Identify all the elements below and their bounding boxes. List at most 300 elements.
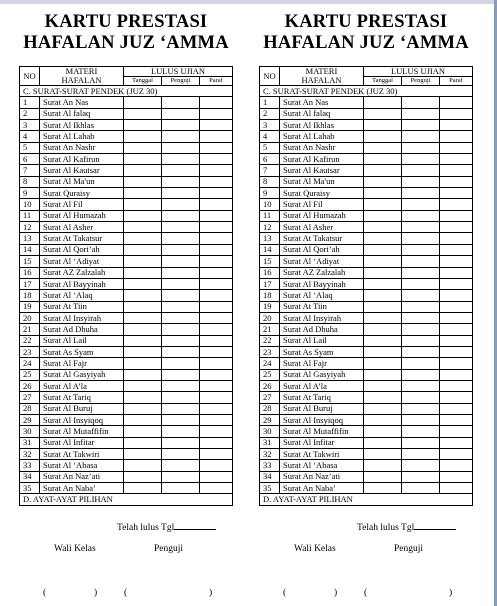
row-tanggal-cell bbox=[124, 244, 162, 255]
row-tanggal-cell bbox=[364, 290, 402, 301]
section-c-row bbox=[260, 86, 473, 97]
row-number: 8 bbox=[260, 176, 280, 187]
row-penguji-cell bbox=[162, 165, 200, 176]
row-paraf-cell bbox=[440, 154, 473, 165]
row-penguji-cell bbox=[402, 154, 440, 165]
row-penguji-cell bbox=[162, 210, 200, 221]
row-tanggal-cell bbox=[124, 380, 162, 391]
table-row bbox=[20, 233, 233, 244]
row-tanggal-cell bbox=[364, 483, 402, 494]
row-paraf-cell bbox=[200, 324, 233, 335]
row-tanggal-cell bbox=[364, 233, 402, 244]
table-row bbox=[20, 358, 233, 369]
table-row bbox=[20, 165, 233, 176]
row-penguji-cell bbox=[162, 335, 200, 346]
table-row bbox=[20, 222, 233, 233]
row-number: 11 bbox=[20, 210, 40, 221]
row-materi: Surat An Naba’ bbox=[280, 483, 364, 494]
row-tanggal-cell bbox=[124, 414, 162, 425]
row-penguji-cell bbox=[402, 426, 440, 437]
row-paraf-cell bbox=[200, 358, 233, 369]
row-number: 22 bbox=[260, 335, 280, 346]
row-penguji-cell bbox=[162, 312, 200, 323]
row-materi: Surat Al Bayyinah bbox=[280, 278, 364, 289]
row-materi: Surat Al Kafirun bbox=[40, 154, 124, 165]
row-materi: Surat Al Infitar bbox=[280, 437, 364, 448]
row-paraf-cell bbox=[200, 222, 233, 233]
passed-date bbox=[357, 520, 456, 533]
row-materi: Surat Quraisy bbox=[280, 188, 364, 199]
row-penguji-cell bbox=[162, 403, 200, 414]
row-tanggal-cell bbox=[124, 335, 162, 346]
header-materi-line2: HAFALAN bbox=[301, 75, 342, 85]
card-right bbox=[259, 12, 473, 505]
row-number: 18 bbox=[260, 290, 280, 301]
row-paraf-cell bbox=[200, 380, 233, 391]
header-penguji: Penguji bbox=[402, 76, 440, 86]
row-tanggal-cell bbox=[124, 222, 162, 233]
row-number: 33 bbox=[20, 460, 40, 471]
row-tanggal-cell bbox=[364, 403, 402, 414]
row-penguji-cell bbox=[162, 290, 200, 301]
row-number: 6 bbox=[260, 154, 280, 165]
row-tanggal-cell bbox=[124, 392, 162, 403]
row-number: 17 bbox=[260, 278, 280, 289]
row-number: 11 bbox=[260, 210, 280, 221]
header-materi-line1: MATERI bbox=[305, 66, 338, 76]
row-penguji-cell bbox=[402, 460, 440, 471]
row-number: 8 bbox=[20, 176, 40, 187]
row-paraf-cell bbox=[440, 301, 473, 312]
table-row bbox=[20, 176, 233, 187]
table-row bbox=[20, 210, 233, 221]
row-materi: Surat Al ‘Abasa bbox=[40, 460, 124, 471]
row-materi: Surat Al ‘Alaq bbox=[40, 290, 124, 301]
table-row bbox=[20, 256, 233, 267]
homeroom-teacher-label: Wali Kelas bbox=[294, 544, 336, 554]
row-penguji-cell bbox=[402, 369, 440, 380]
table-row bbox=[260, 233, 473, 244]
row-number: 13 bbox=[260, 233, 280, 244]
table-row bbox=[260, 426, 473, 437]
row-penguji-cell bbox=[402, 483, 440, 494]
row-penguji-cell bbox=[162, 460, 200, 471]
table-row bbox=[20, 369, 233, 380]
row-penguji-cell bbox=[162, 222, 200, 233]
row-materi: Surat Al Insyirah bbox=[40, 312, 124, 323]
row-number: 4 bbox=[20, 131, 40, 142]
row-materi: Surat Al ‘Adiyat bbox=[40, 256, 124, 267]
table-row bbox=[20, 154, 233, 165]
row-materi: Surat Al ‘Alaq bbox=[280, 290, 364, 301]
row-paraf-cell bbox=[440, 233, 473, 244]
row-tanggal-cell bbox=[124, 301, 162, 312]
table-row bbox=[20, 301, 233, 312]
row-tanggal-cell bbox=[124, 210, 162, 221]
passed-date-line bbox=[414, 520, 456, 530]
table-row bbox=[260, 346, 473, 357]
row-penguji-cell bbox=[402, 346, 440, 357]
signature-open-paren: ( bbox=[124, 588, 128, 598]
row-tanggal-cell bbox=[364, 131, 402, 142]
row-paraf-cell bbox=[200, 335, 233, 346]
row-tanggal-cell bbox=[124, 460, 162, 471]
row-number: 29 bbox=[260, 414, 280, 425]
row-materi: Surat Ad Dhuha bbox=[280, 324, 364, 335]
row-paraf-cell bbox=[200, 142, 233, 153]
row-penguji-cell bbox=[162, 278, 200, 289]
row-paraf-cell bbox=[200, 233, 233, 244]
row-materi: Surat At Tiin bbox=[40, 301, 124, 312]
row-penguji-cell bbox=[402, 165, 440, 176]
row-paraf-cell bbox=[200, 369, 233, 380]
row-number: 2 bbox=[20, 108, 40, 119]
row-paraf-cell bbox=[440, 346, 473, 357]
row-tanggal-cell bbox=[124, 131, 162, 142]
memorization-table bbox=[259, 66, 473, 506]
row-paraf-cell bbox=[440, 222, 473, 233]
row-paraf-cell bbox=[200, 483, 233, 494]
section-d-label: D. AYAT-AYAT PILIHAN bbox=[20, 494, 233, 505]
table-row bbox=[20, 188, 233, 199]
table-row bbox=[20, 278, 233, 289]
row-materi: Surat Al Humazah bbox=[40, 210, 124, 221]
passed-date-label: Telah lulus Tgl bbox=[357, 523, 415, 533]
table-row bbox=[260, 97, 473, 108]
row-penguji-cell bbox=[162, 97, 200, 108]
row-tanggal-cell bbox=[364, 392, 402, 403]
row-tanggal-cell bbox=[124, 278, 162, 289]
row-materi: Surat An Nashr bbox=[40, 142, 124, 153]
row-paraf-cell bbox=[440, 290, 473, 301]
row-number: 27 bbox=[20, 392, 40, 403]
row-paraf-cell bbox=[200, 199, 233, 210]
row-penguji-cell bbox=[162, 256, 200, 267]
row-paraf-cell bbox=[440, 267, 473, 278]
header-tanggal: Tanggal bbox=[124, 76, 162, 86]
header-lulus-ujian: LULUS UJIAN bbox=[124, 67, 233, 77]
table-row bbox=[20, 414, 233, 425]
row-materi: Surat As Syam bbox=[280, 346, 364, 357]
window-top-edge bbox=[0, 0, 497, 4]
row-tanggal-cell bbox=[364, 154, 402, 165]
row-materi: Surat Al falaq bbox=[40, 108, 124, 119]
row-tanggal-cell bbox=[364, 346, 402, 357]
row-tanggal-cell bbox=[124, 346, 162, 357]
row-materi: Surat An Nashr bbox=[280, 142, 364, 153]
table-row bbox=[260, 301, 473, 312]
row-number: 34 bbox=[260, 471, 280, 482]
row-materi: Surat At Tiin bbox=[280, 301, 364, 312]
table-row bbox=[20, 403, 233, 414]
row-tanggal-cell bbox=[364, 120, 402, 131]
row-tanggal-cell bbox=[364, 210, 402, 221]
table-row bbox=[260, 437, 473, 448]
row-number: 9 bbox=[260, 188, 280, 199]
row-materi: Surat Al A’la bbox=[280, 380, 364, 391]
row-penguji-cell bbox=[402, 222, 440, 233]
row-number: 29 bbox=[20, 414, 40, 425]
row-materi: Surat Al Ikhlas bbox=[40, 120, 124, 131]
row-materi: Surat Al Buruj bbox=[40, 403, 124, 414]
row-number: 3 bbox=[260, 120, 280, 131]
header-paraf: Paraf bbox=[440, 76, 473, 86]
row-number: 31 bbox=[260, 437, 280, 448]
row-number: 21 bbox=[20, 324, 40, 335]
table-row bbox=[260, 414, 473, 425]
row-materi: Surat Ad Dhuha bbox=[40, 324, 124, 335]
row-materi: Surat At Tariq bbox=[280, 392, 364, 403]
table-row bbox=[260, 142, 473, 153]
homeroom-teacher-label: Wali Kelas bbox=[54, 544, 96, 554]
row-penguji-cell bbox=[402, 108, 440, 119]
row-penguji-cell bbox=[162, 188, 200, 199]
row-tanggal-cell bbox=[364, 176, 402, 187]
row-paraf-cell bbox=[440, 210, 473, 221]
row-penguji-cell bbox=[162, 120, 200, 131]
header-row-1 bbox=[20, 67, 233, 77]
table-row bbox=[260, 222, 473, 233]
table-row bbox=[260, 154, 473, 165]
row-penguji-cell bbox=[162, 176, 200, 187]
row-penguji-cell bbox=[162, 437, 200, 448]
row-paraf-cell bbox=[200, 267, 233, 278]
row-tanggal-cell bbox=[364, 244, 402, 255]
row-number: 24 bbox=[20, 358, 40, 369]
row-tanggal-cell bbox=[124, 188, 162, 199]
header-penguji: Penguji bbox=[162, 76, 200, 86]
row-tanggal-cell bbox=[364, 335, 402, 346]
row-materi: Surat Al Gasyiyah bbox=[280, 369, 364, 380]
row-paraf-cell bbox=[200, 471, 233, 482]
row-penguji-cell bbox=[162, 380, 200, 391]
signature-close-paren: ) bbox=[334, 588, 338, 598]
table-row bbox=[260, 131, 473, 142]
row-number: 3 bbox=[20, 120, 40, 131]
row-tanggal-cell bbox=[124, 483, 162, 494]
row-penguji-cell bbox=[402, 449, 440, 460]
row-materi: Surat Al Asher bbox=[40, 222, 124, 233]
row-penguji-cell bbox=[162, 392, 200, 403]
table-row bbox=[260, 335, 473, 346]
section-d-label: D. AYAT-AYAT PILIHAN bbox=[260, 494, 473, 505]
row-number: 5 bbox=[260, 142, 280, 153]
row-penguji-cell bbox=[402, 210, 440, 221]
header-lulus-ujian: LULUS UJIAN bbox=[364, 67, 473, 77]
row-materi: Surat An Nas bbox=[280, 97, 364, 108]
signature-open-paren: ( bbox=[43, 588, 47, 598]
row-materi: Surat Al ‘Abasa bbox=[280, 460, 364, 471]
row-penguji-cell bbox=[162, 108, 200, 119]
header-no: NO bbox=[20, 67, 40, 86]
table-row bbox=[260, 244, 473, 255]
row-penguji-cell bbox=[402, 290, 440, 301]
row-materi: Surat An Naba’ bbox=[40, 483, 124, 494]
table-row bbox=[20, 426, 233, 437]
row-tanggal-cell bbox=[364, 97, 402, 108]
row-paraf-cell bbox=[200, 301, 233, 312]
row-penguji-cell bbox=[162, 324, 200, 335]
row-tanggal-cell bbox=[124, 142, 162, 153]
row-materi: Surat Al Fajr bbox=[280, 358, 364, 369]
row-paraf-cell bbox=[200, 278, 233, 289]
row-paraf-cell bbox=[440, 188, 473, 199]
row-tanggal-cell bbox=[124, 471, 162, 482]
row-penguji-cell bbox=[402, 403, 440, 414]
row-tanggal-cell bbox=[124, 312, 162, 323]
row-paraf-cell bbox=[440, 335, 473, 346]
row-penguji-cell bbox=[162, 471, 200, 482]
row-paraf-cell bbox=[200, 460, 233, 471]
row-number: 35 bbox=[20, 483, 40, 494]
row-materi: Surat Al Qori’ah bbox=[280, 244, 364, 255]
row-materi: Surat Al Asher bbox=[280, 222, 364, 233]
row-paraf-cell bbox=[440, 131, 473, 142]
title-line-1: KARTU PRESTASI bbox=[44, 12, 208, 32]
section-d-row bbox=[260, 494, 473, 505]
row-tanggal-cell bbox=[364, 165, 402, 176]
row-materi: Surat Al Infitar bbox=[40, 437, 124, 448]
row-paraf-cell bbox=[440, 120, 473, 131]
table-row bbox=[20, 108, 233, 119]
row-paraf-cell bbox=[440, 426, 473, 437]
row-tanggal-cell bbox=[364, 460, 402, 471]
row-tanggal-cell bbox=[124, 290, 162, 301]
row-materi: Surat At Takwiri bbox=[40, 449, 124, 460]
row-penguji-cell bbox=[402, 199, 440, 210]
passed-date-label: Telah lulus Tgl bbox=[117, 523, 175, 533]
row-number: 13 bbox=[20, 233, 40, 244]
table-row bbox=[20, 449, 233, 460]
signature-open-paren: ( bbox=[283, 588, 287, 598]
row-tanggal-cell bbox=[364, 108, 402, 119]
table-row bbox=[260, 210, 473, 221]
row-tanggal-cell bbox=[124, 165, 162, 176]
table-body bbox=[260, 67, 473, 506]
row-penguji-cell bbox=[402, 471, 440, 482]
row-tanggal-cell bbox=[124, 154, 162, 165]
row-materi: Surat Al Kautsar bbox=[40, 165, 124, 176]
row-number: 34 bbox=[20, 471, 40, 482]
table-row bbox=[260, 290, 473, 301]
row-tanggal-cell bbox=[364, 199, 402, 210]
row-paraf-cell bbox=[200, 154, 233, 165]
row-number: 12 bbox=[20, 222, 40, 233]
row-paraf-cell bbox=[440, 449, 473, 460]
row-number: 10 bbox=[20, 199, 40, 210]
row-tanggal-cell bbox=[364, 426, 402, 437]
row-paraf-cell bbox=[200, 290, 233, 301]
row-penguji-cell bbox=[402, 188, 440, 199]
row-materi: Surat Al Bayyinah bbox=[40, 278, 124, 289]
row-paraf-cell bbox=[440, 142, 473, 153]
row-penguji-cell bbox=[402, 142, 440, 153]
row-materi: Surat Al Kautsar bbox=[280, 165, 364, 176]
row-number: 25 bbox=[20, 369, 40, 380]
row-number: 23 bbox=[20, 346, 40, 357]
row-materi: Surat Al falaq bbox=[280, 108, 364, 119]
section-c-label: C. SURAT-SURAT PENDEK (JUZ 30) bbox=[260, 86, 473, 97]
table-row bbox=[20, 199, 233, 210]
row-tanggal-cell bbox=[364, 449, 402, 460]
row-materi: Surat An Naz’ati bbox=[280, 471, 364, 482]
title-line-2: HAFALAN JUZ ‘AMMA bbox=[263, 33, 469, 53]
table-row bbox=[260, 392, 473, 403]
row-tanggal-cell bbox=[124, 120, 162, 131]
row-number: 27 bbox=[260, 392, 280, 403]
table-row bbox=[20, 437, 233, 448]
card-title bbox=[19, 12, 233, 54]
table-row bbox=[260, 358, 473, 369]
row-materi: Surat Al Ma'un bbox=[40, 176, 124, 187]
table-row bbox=[260, 324, 473, 335]
row-paraf-cell bbox=[440, 324, 473, 335]
row-penguji-cell bbox=[162, 369, 200, 380]
row-tanggal-cell bbox=[124, 369, 162, 380]
row-penguji-cell bbox=[402, 97, 440, 108]
memorization-table bbox=[19, 66, 233, 506]
row-materi: Surat Al Fajr bbox=[40, 358, 124, 369]
examiner-label: Penguji bbox=[154, 544, 184, 554]
row-paraf-cell bbox=[440, 358, 473, 369]
header-paraf: Paraf bbox=[200, 76, 233, 86]
row-number: 10 bbox=[260, 199, 280, 210]
row-materi: Surat Al Lahab bbox=[280, 131, 364, 142]
row-tanggal-cell bbox=[124, 403, 162, 414]
header-materi-line2: HAFALAN bbox=[61, 75, 102, 85]
row-paraf-cell bbox=[200, 426, 233, 437]
row-penguji-cell bbox=[402, 267, 440, 278]
table-row bbox=[260, 471, 473, 482]
row-paraf-cell bbox=[200, 97, 233, 108]
row-tanggal-cell bbox=[124, 426, 162, 437]
row-number: 22 bbox=[20, 335, 40, 346]
row-penguji-cell bbox=[402, 312, 440, 323]
row-paraf-cell bbox=[200, 346, 233, 357]
row-tanggal-cell bbox=[124, 267, 162, 278]
row-number: 12 bbox=[260, 222, 280, 233]
row-paraf-cell bbox=[440, 392, 473, 403]
row-paraf-cell bbox=[440, 380, 473, 391]
row-number: 28 bbox=[260, 403, 280, 414]
row-number: 20 bbox=[260, 312, 280, 323]
row-tanggal-cell bbox=[364, 324, 402, 335]
row-penguji-cell bbox=[402, 120, 440, 131]
row-tanggal-cell bbox=[364, 256, 402, 267]
row-tanggal-cell bbox=[124, 437, 162, 448]
table-row bbox=[260, 108, 473, 119]
row-paraf-cell bbox=[440, 460, 473, 471]
section-d-row bbox=[20, 494, 233, 505]
row-number: 24 bbox=[260, 358, 280, 369]
row-number: 28 bbox=[20, 403, 40, 414]
row-number: 17 bbox=[20, 278, 40, 289]
row-penguji-cell bbox=[162, 154, 200, 165]
row-number: 14 bbox=[260, 244, 280, 255]
row-paraf-cell bbox=[440, 369, 473, 380]
row-paraf-cell bbox=[200, 392, 233, 403]
row-number: 35 bbox=[260, 483, 280, 494]
row-paraf-cell bbox=[440, 403, 473, 414]
row-tanggal-cell bbox=[364, 358, 402, 369]
table-row bbox=[20, 244, 233, 255]
row-number: 21 bbox=[260, 324, 280, 335]
row-tanggal-cell bbox=[364, 380, 402, 391]
row-number: 30 bbox=[20, 426, 40, 437]
table-row bbox=[20, 392, 233, 403]
row-materi: Surat Al Insyirah bbox=[280, 312, 364, 323]
header-materi-line1: MATERI bbox=[65, 66, 98, 76]
